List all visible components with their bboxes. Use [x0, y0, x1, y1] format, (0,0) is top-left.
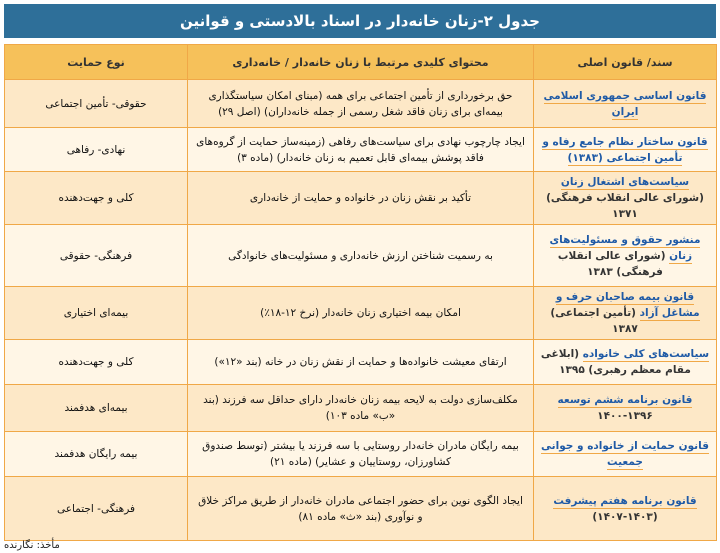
source-detail: (تأمین اجتماعی) ۱۳۸۷ [550, 307, 638, 335]
cell-type: فرهنگی- حقوقی [5, 225, 188, 287]
cell-source [534, 172, 717, 225]
table-row [5, 432, 717, 477]
header-source: سند/ قانون اصلی [534, 45, 717, 80]
table-row [5, 128, 717, 172]
source-title: منشور حقوق و مسئولیت‌های زنان [549, 233, 701, 262]
source-detail: ۱۳۹۶-۱۴۰۰ [597, 410, 653, 422]
source-title: سیاست‌های اشتغال زنان [560, 176, 690, 188]
table-row [5, 477, 717, 541]
cell-source [534, 80, 717, 128]
table-row [5, 287, 717, 340]
table-row [5, 385, 717, 432]
cell-content: حق برخورداری از تأمین اجتماعی برای همه (مبنای امکان سیاستگذاری بیمه‌ای برای زنان فاقد شغل رسمی از جمله خانه‌داران) (اصل ۲۹) [188, 80, 534, 128]
source-title: قانون برنامه هفتم پیشرفت [553, 494, 697, 507]
source-title: سیاست‌های کلی خانواده [582, 348, 710, 360]
cell-type: نهادی- رفاهی [5, 128, 188, 172]
cell-type: بیمه‌ای اختیاری [5, 287, 188, 340]
table-row [5, 172, 717, 225]
table-row [5, 225, 717, 287]
cell-type: حقوقی- تأمین اجتماعی [5, 80, 188, 128]
cell-type: کلی و جهت‌دهنده [5, 340, 188, 385]
table-title: جدول ۲-زنان خانه‌دار در اسناد بالادستی و قوانین [4, 4, 716, 38]
source-title: قانون ساختار نظام جامع رفاه و تأمین اجتماعی (۱۳۸۳) [542, 135, 708, 164]
source-detail: (شورای عالی انقلاب فرهنگی) ۱۳۸۳ [557, 249, 666, 278]
source-note: مأخذ: نگارنده [4, 540, 60, 551]
table-row [5, 80, 717, 128]
cell-source [534, 432, 717, 477]
cell-content: امکان بیمه اختیاری زنان خانه‌دار (نرخ ۱۲-۱۸٪) [188, 287, 534, 340]
table-header-row [5, 45, 717, 80]
cell-source [534, 225, 717, 287]
cell-source [534, 385, 717, 432]
cell-type: فرهنگی- اجتماعی [5, 477, 188, 541]
cell-type: بیمه رایگان هدفمند [5, 432, 188, 477]
table-row [5, 340, 717, 385]
cell-content: ایجاد الگوی نوین برای حضور اجتماعی مادران خانه‌دار از طریق مراکز خلاق و نوآوری (بند «ث» ماده ۸۱) [188, 477, 534, 541]
cell-content: ارتقای معیشت خانواده‌ها و حمایت از نقش زنان در خانه (بند «۱۲») [188, 340, 534, 385]
cell-source [534, 287, 717, 340]
laws-table [4, 44, 717, 541]
header-type: نوع حمایت [5, 45, 188, 80]
source-detail: (۱۴۰۳-۱۴۰۷) [592, 510, 658, 523]
cell-content: تأکید بر نقش زنان در خانواده و حمایت از خانه‌داری [188, 172, 534, 225]
source-title: قانون حمایت از خانواده و جوانی جمعیت [541, 440, 709, 468]
cell-type: کلی و جهت‌دهنده [5, 172, 188, 225]
cell-content: به رسمیت شناختن ارزش خانه‌داری و مسئولیت‌های خانوادگی [188, 225, 534, 287]
source-detail: (شورای عالی انقلاب فرهنگی) ۱۳۷۱ [546, 192, 704, 220]
cell-type: بیمه‌ای هدفمند [5, 385, 188, 432]
header-content: محتوای کلیدی مرتبط با زنان خانه‌دار / خانه‌داری [188, 45, 534, 80]
source-title: قانون اساسی جمهوری اسلامی ایران [543, 89, 707, 118]
cell-source [534, 340, 717, 385]
source-detail: (ابلاغی مقام معظم رهبری) ۱۳۹۵ [540, 348, 691, 376]
cell-content: مکلف‌سازی دولت به لایحه بیمه زنان خانه‌دار دارای حداقل سه فرزند (بند «ب» ماده ۱۰۳) [188, 385, 534, 432]
cell-content: ایجاد چارچوب نهادی برای سیاست‌های رفاهی (زمینه‌ساز حمایت از گروه‌های فاقد پوشش بیمه‌ای قابل تعمیم به زنان خانه‌دار) (ماده ۳) [188, 128, 534, 172]
table-body [5, 80, 717, 541]
cell-source [534, 128, 717, 172]
source-title: قانون برنامه ششم توسعه [557, 394, 693, 406]
cell-source [534, 477, 717, 541]
cell-content: بیمه رایگان مادران خانه‌دار روستایی با سه فرزند یا بیشتر (توسط صندوق کشاورزان، روستاییان و عشایر) (ماده ۲۱) [188, 432, 534, 477]
source-title: قانون بیمه صاحبان حرف و مشاغل آزاد [555, 291, 700, 319]
